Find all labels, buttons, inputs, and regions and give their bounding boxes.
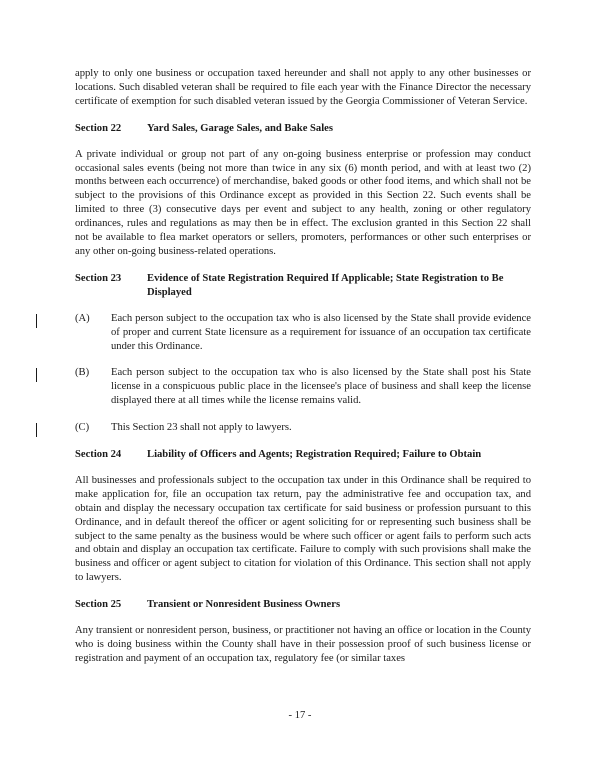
- section-23-title: Evidence of State Registration Required If Applicable; State Registration to Be Displayed: [147, 272, 504, 298]
- section-25-body: Any transient or nonresident person, business, or practitioner not having an office or location in the County who is doing business within the County shall have in their possession proof of such business license or registration and payment of an occupation tax, regulatory fee (or similar taxes: [75, 625, 531, 664]
- item-text: This Section 23 shall not apply to lawyers.: [111, 422, 292, 434]
- section-23-item-a: [75, 312, 531, 354]
- section-24-number: Section 24: [75, 449, 122, 461]
- section-23-number: Section 23: [75, 272, 122, 284]
- item-label: (A): [75, 312, 90, 324]
- revision-bar: [36, 314, 37, 328]
- section-25-number: Section 25: [75, 599, 122, 611]
- section-24-body: All businesses and professionals subject to the occupation tax under in this Ordinance shall be required to make application for, file an occupation tax return, pay the administrative fee and occupation tax, and obtain and display the necessary occupation tax certificate for said business or profession pursuant to this Ordinance, and in default thereof the officer or agent soliciting for or representing such business shall be subject to the same penalty as the business would be where such officer or agent fails to perform such acts and obtain and display an occupation tax certificate. Failure to comply with such provisions shall make the business and officer or agent subject to citation for violation of this Ordinance. This section shall not apply to lawyers.: [75, 474, 531, 584]
- section-24-heading: [75, 448, 531, 462]
- document-page: [75, 67, 531, 679]
- item-text: Each person subject to the occupation tax who is also licensed by the State shall provide evidence of proper and current State licensure as a requirement for issuance of an occupation tax certificate under this Ordinance.: [111, 312, 531, 352]
- item-label: (B): [75, 367, 90, 379]
- section-22-heading: [75, 122, 531, 136]
- section-23-item-c: [75, 421, 531, 435]
- item-label: (C): [75, 422, 90, 434]
- section-22-body: A private individual or group not part of any on-going business enterprise or profession may conduct occasional sales events (being not more than twice in any six (6) month period, and with at least two (2) months between each occurrence) of merchandise, baked goods or other food items, and which shall not be subject to the provisions of this Ordinance except as provided in this Section 22. Such events shall be limited to three (3) consecutive days per event and subject to any health, zoning or other regulatory ordinances, rules and regulations as may then be in effect. The exclusion granted in this Section 22 shall not be available to flea market operators or sellers, promoters, performances or other such enterprises or any other on-going business-related operations.: [75, 148, 531, 257]
- revision-bar: [36, 423, 37, 437]
- section-22-number: Section 22: [75, 122, 122, 134]
- revision-bar: [36, 368, 37, 382]
- section-24-title: Liability of Officers and Agents; Registration Required; Failure to Obtain: [147, 449, 482, 461]
- section-23-item-b: [75, 366, 531, 408]
- section-23-heading: [75, 272, 531, 300]
- section-25-title: Transient or Nonresident Business Owners: [147, 599, 341, 611]
- page-number: - 17 -: [288, 710, 312, 721]
- intro-paragraph: apply to only one business or occupation taxed hereunder and shall not apply to any other businesses or locations. Such disabled veteran shall be required to file each year with the Finance Director the necessary certificate of exemption for such disabled veteran issued by the Georgia Commissioner of Veteran Service.: [75, 68, 531, 107]
- section-25-heading: [75, 598, 531, 612]
- item-text: Each person subject to the occupation tax who is also licensed by the State shall post his State license in a conspicuous public place in the licensee's place of business and shall keep the license displayed there at all times while the license remains valid.: [111, 367, 531, 407]
- section-22-title: Yard Sales, Garage Sales, and Bake Sales: [147, 122, 333, 134]
